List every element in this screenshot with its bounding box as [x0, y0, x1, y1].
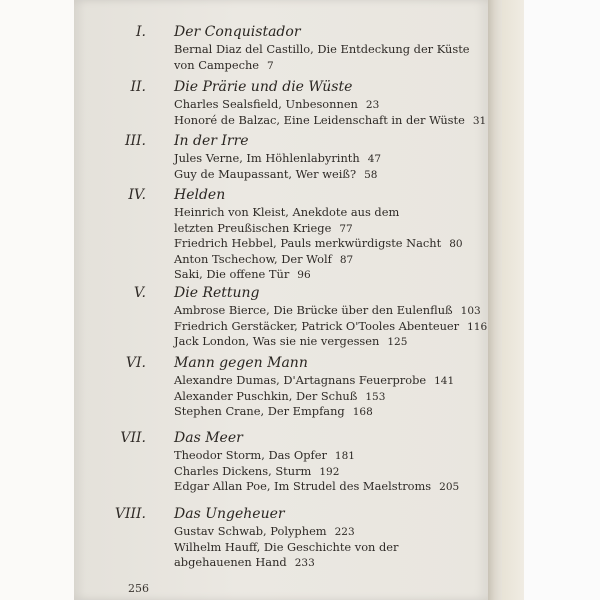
entry-text: Friedrich Gerstäcker, Patrick O'Tooles Abenteuer — [174, 318, 460, 333]
toc-entry — [174, 389, 385, 404]
toc-entry — [174, 42, 478, 57]
entry-text: letzten Preußischen Kriege — [174, 220, 332, 235]
toc-entry — [174, 236, 463, 251]
toc-entry — [174, 151, 381, 166]
section-numeral: VIII. — [114, 506, 146, 522]
toc-entry — [174, 334, 407, 349]
entry-text: Theodor Storm, Das Opfer — [174, 448, 327, 462]
entry-page-number: 31 — [472, 114, 487, 127]
entry-page-number: 7 — [267, 59, 274, 72]
entry-text: Jack London, Was sie nie vergessen — [174, 334, 380, 348]
section-title: Die Rettung — [174, 285, 260, 301]
entry-page-number: 77 — [339, 222, 353, 235]
entry-text: Wilhelm Hauff, Die Geschichte von der — [174, 539, 399, 554]
entry-page-number: 153 — [365, 390, 386, 403]
section-title: In der Irre — [174, 133, 249, 149]
entry-text: Heinrich von Kleist, Anekdote aus dem — [174, 205, 400, 219]
entry-text: Jules Verne, Im Höhlenlabyrinth — [174, 151, 360, 165]
section-title: Das Ungeheuer — [174, 506, 285, 522]
section-title: Helden — [174, 187, 226, 203]
entry-page-number: 96 — [297, 269, 311, 281]
back-pages — [502, 0, 524, 600]
entry-text: Anton Tschechow, Der Wolf — [174, 251, 332, 266]
toc-entry — [174, 97, 379, 112]
entry-page-number: 141 — [434, 375, 455, 387]
entry-text: Alexander Puschkin, Der Schuß — [174, 388, 358, 403]
section-numeral: III. — [124, 133, 146, 149]
entry-text: Charles Dickens, Sturm — [174, 463, 312, 478]
entry-page-number: 205 — [439, 481, 460, 493]
entry-text: von Campeche — [174, 57, 260, 72]
toc-entry — [174, 221, 353, 236]
entry-page-number: 47 — [367, 153, 382, 165]
entry-text: Honoré de Balzac, Eine Leidenschaft in der Wüste — [174, 112, 465, 127]
section-numeral: IV. — [128, 187, 146, 203]
entry-page-number: 103 — [460, 305, 481, 317]
section-numeral: I. — [136, 24, 146, 40]
entry-page-number: 80 — [449, 238, 463, 250]
toc-entry — [174, 540, 407, 555]
entry-page-number: 233 — [294, 557, 315, 569]
toc-entry — [174, 167, 377, 182]
entry-text: Friedrich Hebbel, Pauls merkwürdigste Nacht — [174, 236, 442, 250]
page-number: 256 — [128, 582, 149, 595]
entry-page-number: 168 — [352, 406, 373, 418]
toc-entry — [174, 555, 315, 570]
toc-entry — [174, 524, 355, 539]
section-title: Die Prärie und die Wüste — [174, 79, 353, 95]
entry-text: Saki, Die offene Tür — [174, 267, 290, 281]
section-title: Das Meer — [174, 430, 243, 446]
page-edge — [488, 0, 502, 600]
entry-text: Alexandre Dumas, D'Artagnans Feuerprobe — [174, 373, 427, 387]
toc-entry — [174, 404, 373, 419]
entry-text: Ambrose Bierce, Die Brücke über den Eulenfluß — [174, 303, 453, 317]
entry-text: Charles Sealsfield, Unbesonnen — [174, 97, 358, 111]
entry-text: Guy de Maupassant, Wer weiß? — [174, 166, 357, 181]
section-title: Mann gegen Mann — [174, 355, 308, 371]
entry-text: Gustav Schwab, Polyphem — [174, 524, 327, 538]
section-title: Der Conquistador — [174, 24, 301, 40]
section-numeral: VI. — [125, 355, 146, 371]
toc-entry — [174, 267, 311, 282]
entry-page-number: 223 — [334, 526, 355, 538]
toc-entry — [174, 205, 407, 220]
entry-text: Edgar Allan Poe, Im Strudel des Maelstroms — [174, 479, 432, 493]
entry-page-number: 181 — [334, 450, 355, 462]
toc-entry — [174, 464, 339, 479]
entry-text: abgehauenen Hand — [174, 555, 287, 569]
toc-entry — [174, 58, 274, 73]
entry-page-number: 58 — [364, 168, 378, 181]
toc-entry — [174, 479, 459, 494]
toc-entry — [174, 303, 481, 318]
book-page — [74, 0, 488, 600]
section-numeral: V. — [133, 285, 146, 301]
section-numeral: II. — [130, 79, 146, 95]
entry-page-number: 116 — [467, 320, 488, 333]
section-numeral: VII. — [120, 430, 146, 446]
entry-page-number: 23 — [365, 99, 380, 111]
toc-entry — [174, 252, 353, 267]
entry-page-number: 125 — [387, 336, 408, 348]
toc-entry — [174, 319, 487, 334]
entry-text: Stephen Crane, Der Empfang — [174, 404, 345, 418]
toc-entry — [174, 113, 486, 128]
toc-entry — [174, 373, 454, 388]
entry-page-number: 192 — [319, 465, 340, 478]
entry-page-number: 87 — [339, 253, 354, 266]
entry-text: Bernal Diaz del Castillo, Die Entdeckung der Küste — [174, 42, 470, 56]
toc-entry — [174, 448, 355, 463]
background — [524, 0, 600, 600]
